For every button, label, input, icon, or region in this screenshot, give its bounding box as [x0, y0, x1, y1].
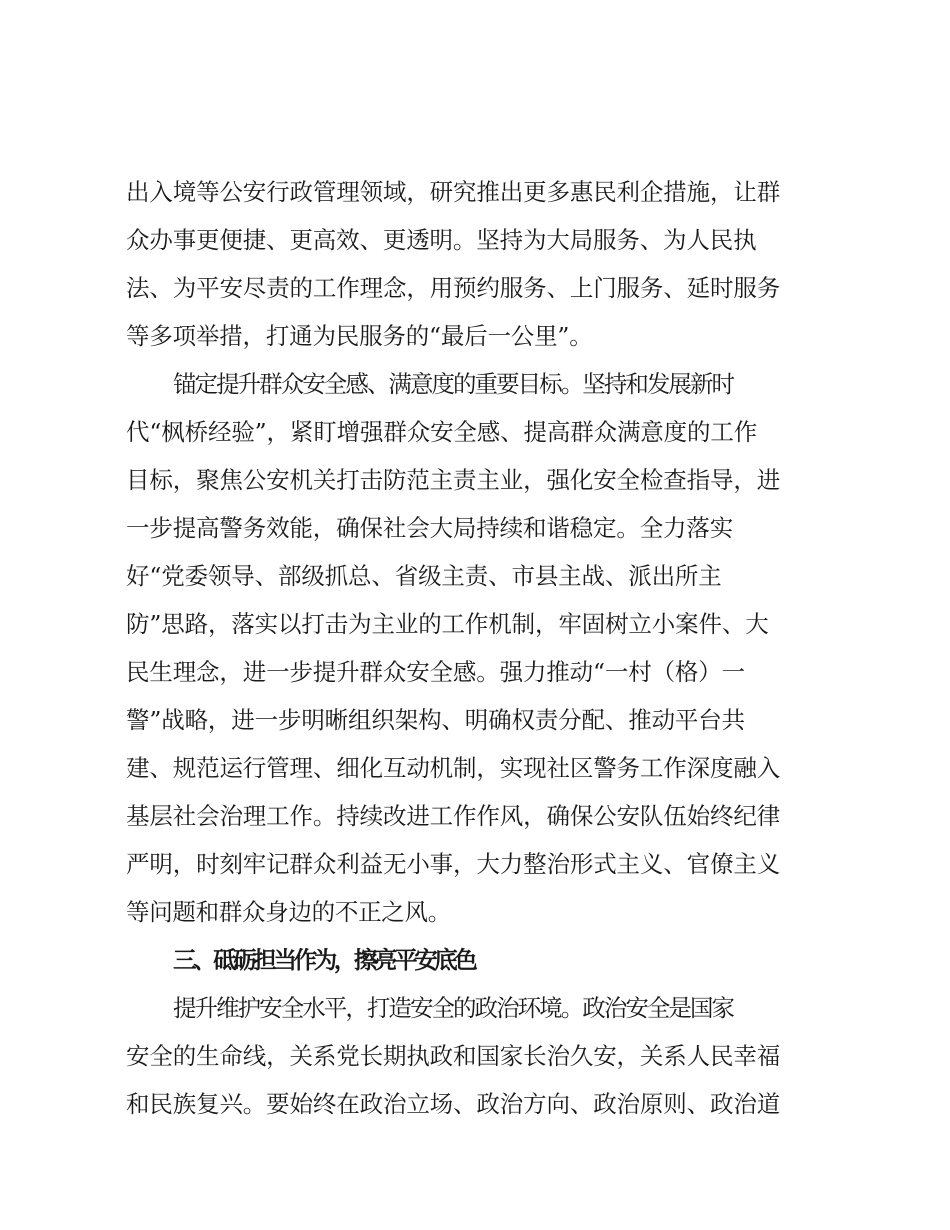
- text-line: 建、规范运行管理、细化互动机制，实现社区警务工作深度融入: [126, 754, 781, 782]
- text-line: 严明，时刻牢记群众利益无小事，大力整治形式主义、官僚主义: [126, 850, 781, 878]
- text-line: 等多项举措，打通为民服务的“最后一公里”。: [126, 322, 593, 350]
- text-line: 民生理念，进一步提升群众安全感。强力推动“一村（格）一: [126, 658, 745, 686]
- text-line: 警”战略，进一步明晰组织架构、明确权责分配、推动平台共: [126, 706, 745, 734]
- text-line: 代“枫桥经验”，紧盯增强群众安全感、提高群众满意度的工作: [126, 418, 758, 446]
- text-line: 目标，聚焦公安机关打击防范主责主业，强化安全检查指导，进: [126, 466, 781, 494]
- text-line: 一步提高警务效能，确保社会大局持续和谐稳定。全力落实: [126, 514, 734, 542]
- text-line: 基层社会治理工作。持续改进工作作风，确保公安队伍始终纪律: [126, 802, 781, 830]
- paragraph-start-line: 锚定提升群众安全感、满意度的重要目标。坚持和发展新时: [173, 370, 734, 398]
- text-line: 防”思路，落实以打击为主业的工作机制，牢固树立小案件、大: [126, 610, 769, 638]
- paragraph-start-line: 提升维护安全水平，打造安全的政治环境。政治安全是国家: [173, 994, 734, 1022]
- text-line: 出入境等公安行政管理领域，研究推出更多惠民利企措施，让群: [126, 178, 781, 206]
- text-line: 法、为平安尽责的工作理念，用预约服务、上门服务、延时服务: [126, 274, 781, 302]
- text-line: 等问题和群众身边的不正之风。: [126, 898, 451, 926]
- text-line: 安全的生命线，关系党长期执政和国家长治久安，关系人民幸福: [126, 1042, 781, 1070]
- section-heading: 三、砥砺担当作为，擦亮平安底色: [173, 946, 475, 974]
- text-line: 和民族复兴。要始终在政治立场、政治方向、政治原则、政治道: [126, 1090, 781, 1118]
- text-line: 众办事更便捷、更高效、更透明。坚持为大局服务、为人民执: [126, 226, 757, 254]
- text-line: 好“党委领导、部级抓总、省级主责、市县主战、派出所主: [126, 562, 722, 590]
